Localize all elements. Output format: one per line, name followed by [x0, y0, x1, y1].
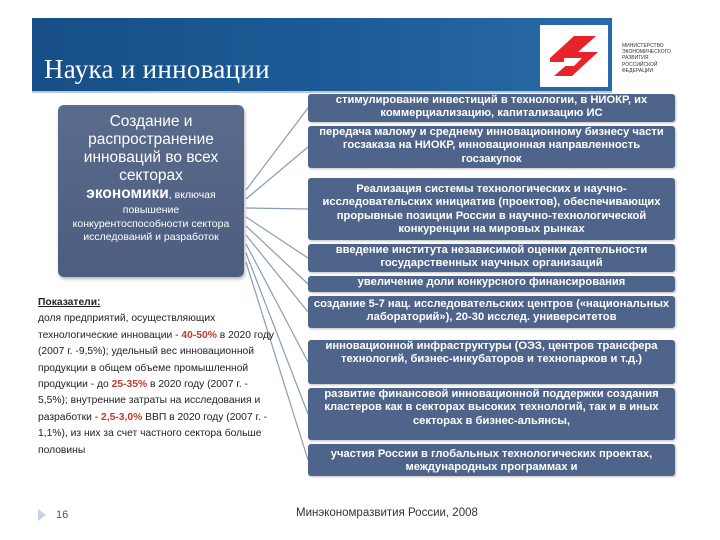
connector-line [246, 108, 308, 190]
ministry-name: МИНИСТЕРСТВО ЭКОНОМИЧЕСКОГО РАЗВИТИЯ РОССИЙСКОЙ ФЕДЕРАЦИИ [622, 43, 671, 74]
indicator-value-3: 2,5-3,0% [101, 411, 143, 423]
measure-item: увеличение доли конкурсного финансирования [308, 276, 675, 292]
connector-line [246, 217, 308, 258]
connector-line [246, 226, 308, 284]
indicators-text [38, 311, 278, 459]
footer-source: Минэкономразвития России, 2008 [296, 507, 478, 519]
indicators-block [38, 295, 278, 459]
measure-item: введение института независимой оценки деятельности государственных научных организаций [308, 244, 675, 272]
slide-title: Наука и инновации [44, 54, 270, 84]
connector-line [246, 208, 308, 209]
measure-item: инновационной инфраструктуры (ОЭЗ, центров трансфера технологий, бизнес-инкубаторов и технопарков и т.д.) [308, 340, 675, 384]
indicator-text-1: доля предприятий, осуществляющих технологические инновации - [38, 313, 216, 341]
connector-line [246, 147, 308, 199]
indicators-label: Показатели: [38, 297, 101, 308]
measure-item: развитие финансовой инновационной поддержки создания кластеров как в секторах высоких технологий, так и в иных секторах в бизнес-альянсы, [308, 388, 675, 440]
innovation-goal-box [58, 105, 244, 277]
goal-title: Создание и распространение инноваций во всех секторах [83, 113, 219, 184]
measure-item: стимулирование инвестиций в технологии, в НИОКР, их коммерциализацию, капитализацию ИС [308, 94, 675, 122]
goal-emphasis: экономики [86, 185, 169, 202]
indicator-value-2: 25-35% [111, 379, 148, 391]
slide-number: 16 [56, 509, 69, 521]
measure-item: создание 5-7 нац. исследовательских центров («национальных лабораторий»), 20-30 исслед. университетов [308, 296, 675, 328]
indicator-value-1: 40-50% [181, 329, 217, 341]
indicator-text-2: в 2020 году (2007 г. -9,5%); удельный вес инновационной продукции в общем объеме промышленной продукции - до [38, 329, 275, 391]
indicator-text-4: ВВП в 2020 году (2007 г. - 1,1%), из них за счет частного сектора больше половины [38, 411, 268, 456]
goal-subtitle: повышение конкурентоспособности сектора исследований и разработок [72, 204, 230, 243]
measure-item: Реализация системы технологических и научно-исследовательских инициатив (проектов), обеспечивающих прорывные позиции России в научно-технологической конкуренции на мировых рынках [308, 178, 675, 240]
measure-item: передача малому и среднему инновационному бизнесу части госзаказа на НИОКР, инновационная направленность госзакупок [308, 126, 675, 168]
indicator-text-3: в 2020 году (2007 г. - 5,5%); внутренние затраты на исследования и разработки - [38, 379, 261, 423]
measure-item: участия России в глобальных технологических проектах, международных программах и [308, 444, 675, 476]
slide-bullet-icon [38, 509, 46, 521]
goal-inline-sub: , включая [168, 189, 216, 201]
